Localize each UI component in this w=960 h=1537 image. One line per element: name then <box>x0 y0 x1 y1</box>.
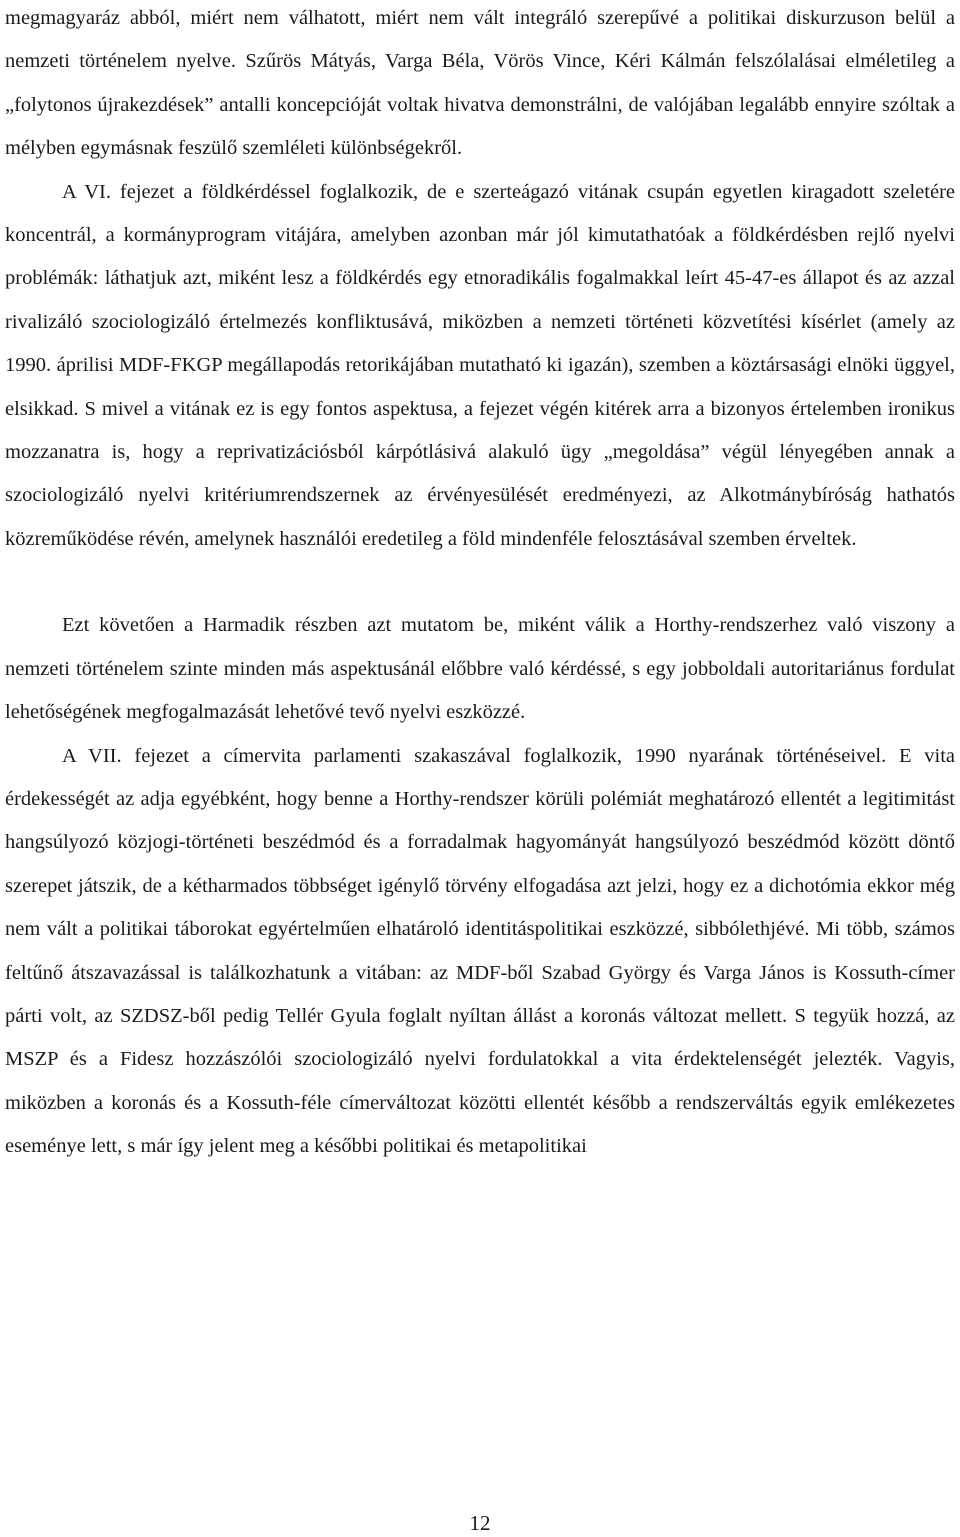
page-number: 12 <box>469 1511 491 1535</box>
paragraph-chapter-vi: A VI. fejezet a földkérdéssel foglalkozik, de e szerteágazó vitának csupán egyetlen kiragadott szeletére koncentrál, a kormányprogram vitájára, amelyben azonban már jól kimutathatóak a földkérdésben rejlő nyelvi problémák: láthatjuk azt, miként lesz a földkérdés egy etnoradikális fogalmakkal leírt 45-47-es állapot és az azzal rivalizáló szociologizáló értelmezés konfliktusává, miközben a nemzeti történeti közvetítési kísérlet (amely az 1990. áprilisi MDF-FKGP megállapodás retorikájában mutatható ki igazán), szemben a köztársasági elnöki üggyel, elsikkad. S mivel a vitának ez is egy fontos aspektusa, a fejezet végén kitérek arra a bizonyos értelemben ironikus mozzanatra is, hogy a reprivatizációsból kárpótlásivá alakuló ügy „megoldása” végül lényegében annak a szociologizáló nyelvi kritériumrendszernek az érvényesülését eredményezi, az Alkotmánybíróság hathatós közreműködése révén, amelynek használói eredetileg a föld mindenféle felosztásával szemben érveltek. <box>5 180 955 550</box>
paragraph-continuation: megmagyaráz abból, miért nem válhatott, miért nem vált integráló szerepűvé a politikai diskurzuson belül a nemzeti történelem nyelve. Szűrös Mátyás, Varga Béla, Vörös Vince, Kéri Kálmán felszólalásai elméletileg a „folytonos újrakezdések” antalli koncepcióját voltak hivatva demonstrálni, de valójában legalább ennyire szóltak a mélyben egymásnak feszülő szemléleti különbségekről. <box>5 7 955 160</box>
paragraph-part-three: Ezt követően a Harmadik részben azt mutatom be, miként válik a Horthy-rendszerhez való viszony a nemzeti történelem szinte minden más aspektusánál előbbre való kérdéssé, s egy jobboldali autoritariánus fordulat lehetőségének megfogalmazását lehetővé tevő nyelvi eszközzé. <box>5 614 955 724</box>
paragraph-chapter-vii: A VII. fejezet a címervita parlamenti szakaszával foglalkozik, 1990 nyarának történéseivel. E vita érdekességét az adja egyébként, hogy benne a Horthy-rendszer körüli polémiát meghatározó ellentét a legitimitást hangsúlyozó közjogi-történeti beszédmód és a forradalmak hagyományát hangsúlyozó beszédmód között döntő szerepet játszik, de a kétharmados többséget igénylő törvény elfogadása azt jelzi, hogy ez a dichotómia ekkor még nem vált a politikai táborokat egyértelműen elhatároló identitáspolitikai eszközzé, sibbólethjévé. Mi több, számos feltűnő átszavazással is találkozhatunk a vitában: az MDF-ből Szabad György és Varga János is Kossuth-címer párti volt, az SZDSZ-ből pedig Tellér Gyula foglalt nyíltan állást a koronás változat mellett. S tegyük hozzá, az MSZP és a Fidesz hozzászólói szociologizáló nyelvi fordulatokkal a vita érdektelenségét jelezték. Vagyis, miközben a koronás és a Kossuth-féle címerváltozat közötti ellentét később a rendszerváltás egyik emlékezetes eseménye lett, s már így jelent meg a későbbi politikai és metapolitikai <box>5 744 955 1158</box>
document-page <box>5 0 955 1169</box>
